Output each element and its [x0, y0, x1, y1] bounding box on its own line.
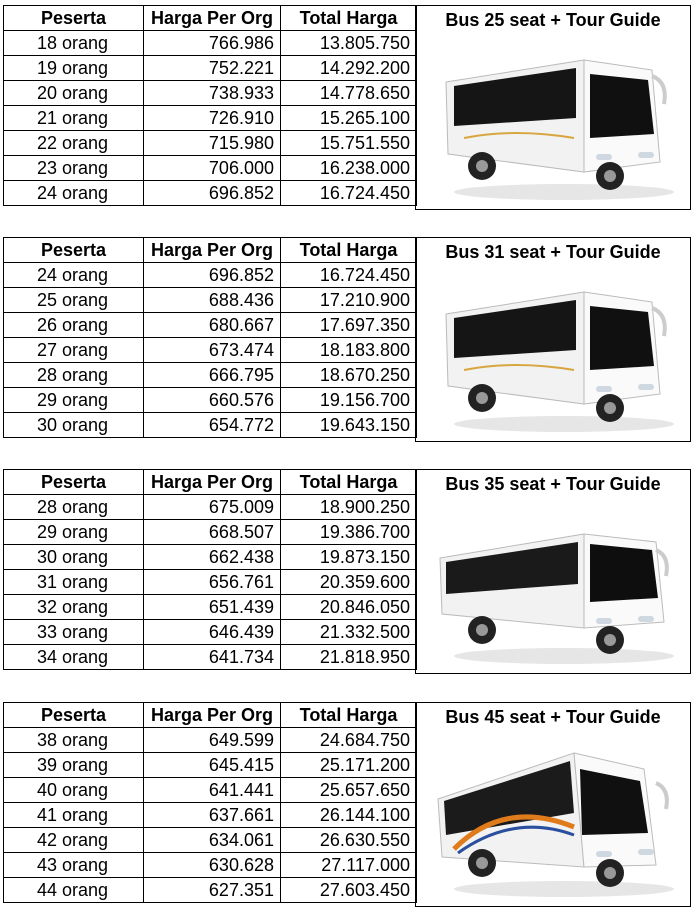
participants-cell: 33 orang — [4, 620, 144, 645]
total-price-cell: 25.657.650 — [281, 778, 417, 803]
participants-cell: 32 orang — [4, 595, 144, 620]
column-header: Total Harga — [281, 703, 417, 728]
participants-cell: 20 orang — [4, 81, 144, 106]
participants-cell: 28 orang — [4, 363, 144, 388]
participants-cell: 30 orang — [4, 413, 144, 438]
participants-cell: 22 orang — [4, 131, 144, 156]
price-per-person-cell: 634.061 — [144, 828, 281, 853]
price-per-person-cell: 645.415 — [144, 753, 281, 778]
table-row — [4, 338, 417, 363]
total-price-cell: 21.818.950 — [281, 645, 417, 670]
table-row — [4, 545, 417, 570]
total-price-cell: 17.210.900 — [281, 288, 417, 313]
table-header-row — [4, 6, 417, 31]
price-per-person-cell: 696.852 — [144, 263, 281, 288]
price-per-person-cell: 660.576 — [144, 388, 281, 413]
bus-cell — [415, 469, 691, 674]
price-per-person-cell: 752.221 — [144, 56, 281, 81]
total-price-cell: 24.684.750 — [281, 728, 417, 753]
total-price-cell: 19.873.150 — [281, 545, 417, 570]
participants-cell: 19 orang — [4, 56, 144, 81]
bus-cell — [415, 702, 691, 907]
participants-cell: 24 orang — [4, 263, 144, 288]
total-price-cell: 18.900.250 — [281, 495, 417, 520]
participants-cell: 44 orang — [4, 878, 144, 903]
participants-cell: 24 orang — [4, 181, 144, 206]
price-per-person-cell: 680.667 — [144, 313, 281, 338]
total-price-cell: 17.697.350 — [281, 313, 417, 338]
total-price-cell: 14.292.200 — [281, 56, 417, 81]
total-price-cell: 19.643.150 — [281, 413, 417, 438]
total-price-cell: 14.778.650 — [281, 81, 417, 106]
total-price-cell: 27.603.450 — [281, 878, 417, 903]
column-header: Total Harga — [281, 470, 417, 495]
price-per-person-cell: 662.438 — [144, 545, 281, 570]
participants-cell: 29 orang — [4, 388, 144, 413]
price-per-person-cell: 688.436 — [144, 288, 281, 313]
price-per-person-cell: 668.507 — [144, 520, 281, 545]
big-bus-icon — [434, 739, 674, 899]
total-price-cell: 16.238.000 — [281, 156, 417, 181]
coach-bus-icon — [434, 506, 674, 666]
table-row — [4, 81, 417, 106]
price-per-person-cell: 738.933 — [144, 81, 281, 106]
column-header: Peserta — [4, 470, 144, 495]
table-row — [4, 495, 417, 520]
price-per-person-cell: 651.439 — [144, 595, 281, 620]
total-price-cell: 26.630.550 — [281, 828, 417, 853]
total-price-cell: 27.117.000 — [281, 853, 417, 878]
table-row — [4, 106, 417, 131]
table-row — [4, 313, 417, 338]
price-per-person-cell: 656.761 — [144, 570, 281, 595]
table-row — [4, 388, 417, 413]
price-per-person-cell: 654.772 — [144, 413, 281, 438]
participants-cell: 29 orang — [4, 520, 144, 545]
total-price-cell: 20.846.050 — [281, 595, 417, 620]
total-price-cell: 21.332.500 — [281, 620, 417, 645]
column-header: Total Harga — [281, 238, 417, 263]
price-per-person-cell: 715.980 — [144, 131, 281, 156]
table-row — [4, 753, 417, 778]
table-row — [4, 570, 417, 595]
table-header-row — [4, 703, 417, 728]
table-row — [4, 645, 417, 670]
table-row — [4, 595, 417, 620]
table-row — [4, 878, 417, 903]
price-per-person-cell: 630.628 — [144, 853, 281, 878]
bus-package-title: Bus 35 seat + Tour Guide — [445, 474, 661, 494]
column-header: Harga Per Org — [144, 470, 281, 495]
participants-cell: 30 orang — [4, 545, 144, 570]
total-price-cell: 16.724.450 — [281, 181, 417, 206]
price-per-person-cell: 696.852 — [144, 181, 281, 206]
price-per-person-cell: 706.000 — [144, 156, 281, 181]
column-header: Peserta — [4, 238, 144, 263]
price-per-person-cell: 726.910 — [144, 106, 281, 131]
total-price-cell: 25.171.200 — [281, 753, 417, 778]
price-per-person-cell: 627.351 — [144, 878, 281, 903]
price-per-person-cell: 637.661 — [144, 803, 281, 828]
total-price-cell: 18.670.250 — [281, 363, 417, 388]
table-row — [4, 288, 417, 313]
price-table — [3, 469, 417, 670]
participants-cell: 18 orang — [4, 31, 144, 56]
column-header: Peserta — [4, 6, 144, 31]
participants-cell: 31 orang — [4, 570, 144, 595]
table-row — [4, 31, 417, 56]
price-per-person-cell: 641.441 — [144, 778, 281, 803]
price-per-person-cell: 649.599 — [144, 728, 281, 753]
participants-cell: 39 orang — [4, 753, 144, 778]
participants-cell: 21 orang — [4, 106, 144, 131]
bus-package-title: Bus 31 seat + Tour Guide — [445, 242, 661, 262]
participants-cell: 43 orang — [4, 853, 144, 878]
table-header-row — [4, 470, 417, 495]
bus-cell — [415, 237, 691, 442]
price-per-person-cell: 673.474 — [144, 338, 281, 363]
table-row — [4, 181, 417, 206]
table-row — [4, 520, 417, 545]
price-per-person-cell: 641.734 — [144, 645, 281, 670]
total-price-cell: 19.386.700 — [281, 520, 417, 545]
price-per-person-cell: 666.795 — [144, 363, 281, 388]
participants-cell: 25 orang — [4, 288, 144, 313]
table-row — [4, 620, 417, 645]
total-price-cell: 16.724.450 — [281, 263, 417, 288]
total-price-cell: 26.144.100 — [281, 803, 417, 828]
price-table — [3, 702, 417, 903]
participants-cell: 26 orang — [4, 313, 144, 338]
table-header-row — [4, 238, 417, 263]
bus-package-title: Bus 25 seat + Tour Guide — [445, 10, 661, 30]
minibus-icon — [434, 42, 674, 202]
column-header: Harga Per Org — [144, 238, 281, 263]
column-header: Harga Per Org — [144, 703, 281, 728]
price-table — [3, 5, 417, 206]
participants-cell: 28 orang — [4, 495, 144, 520]
participants-cell: 23 orang — [4, 156, 144, 181]
minibus-icon — [434, 274, 674, 434]
column-header: Harga Per Org — [144, 6, 281, 31]
table-row — [4, 413, 417, 438]
total-price-cell: 18.183.800 — [281, 338, 417, 363]
participants-cell: 40 orang — [4, 778, 144, 803]
total-price-cell: 15.265.100 — [281, 106, 417, 131]
price-table — [3, 237, 417, 438]
price-per-person-cell: 675.009 — [144, 495, 281, 520]
bus-cell — [415, 5, 691, 210]
column-header: Peserta — [4, 703, 144, 728]
participants-cell: 34 orang — [4, 645, 144, 670]
table-row — [4, 778, 417, 803]
total-price-cell: 20.359.600 — [281, 570, 417, 595]
total-price-cell: 15.751.550 — [281, 131, 417, 156]
participants-cell: 42 orang — [4, 828, 144, 853]
total-price-cell: 13.805.750 — [281, 31, 417, 56]
table-row — [4, 263, 417, 288]
table-row — [4, 728, 417, 753]
table-row — [4, 803, 417, 828]
participants-cell: 27 orang — [4, 338, 144, 363]
table-row — [4, 56, 417, 81]
participants-cell: 41 orang — [4, 803, 144, 828]
column-header: Total Harga — [281, 6, 417, 31]
table-row — [4, 131, 417, 156]
bus-package-title: Bus 45 seat + Tour Guide — [445, 707, 661, 727]
total-price-cell: 19.156.700 — [281, 388, 417, 413]
price-per-person-cell: 646.439 — [144, 620, 281, 645]
table-row — [4, 156, 417, 181]
table-row — [4, 828, 417, 853]
table-row — [4, 853, 417, 878]
participants-cell: 38 orang — [4, 728, 144, 753]
price-per-person-cell: 766.986 — [144, 31, 281, 56]
table-row — [4, 363, 417, 388]
